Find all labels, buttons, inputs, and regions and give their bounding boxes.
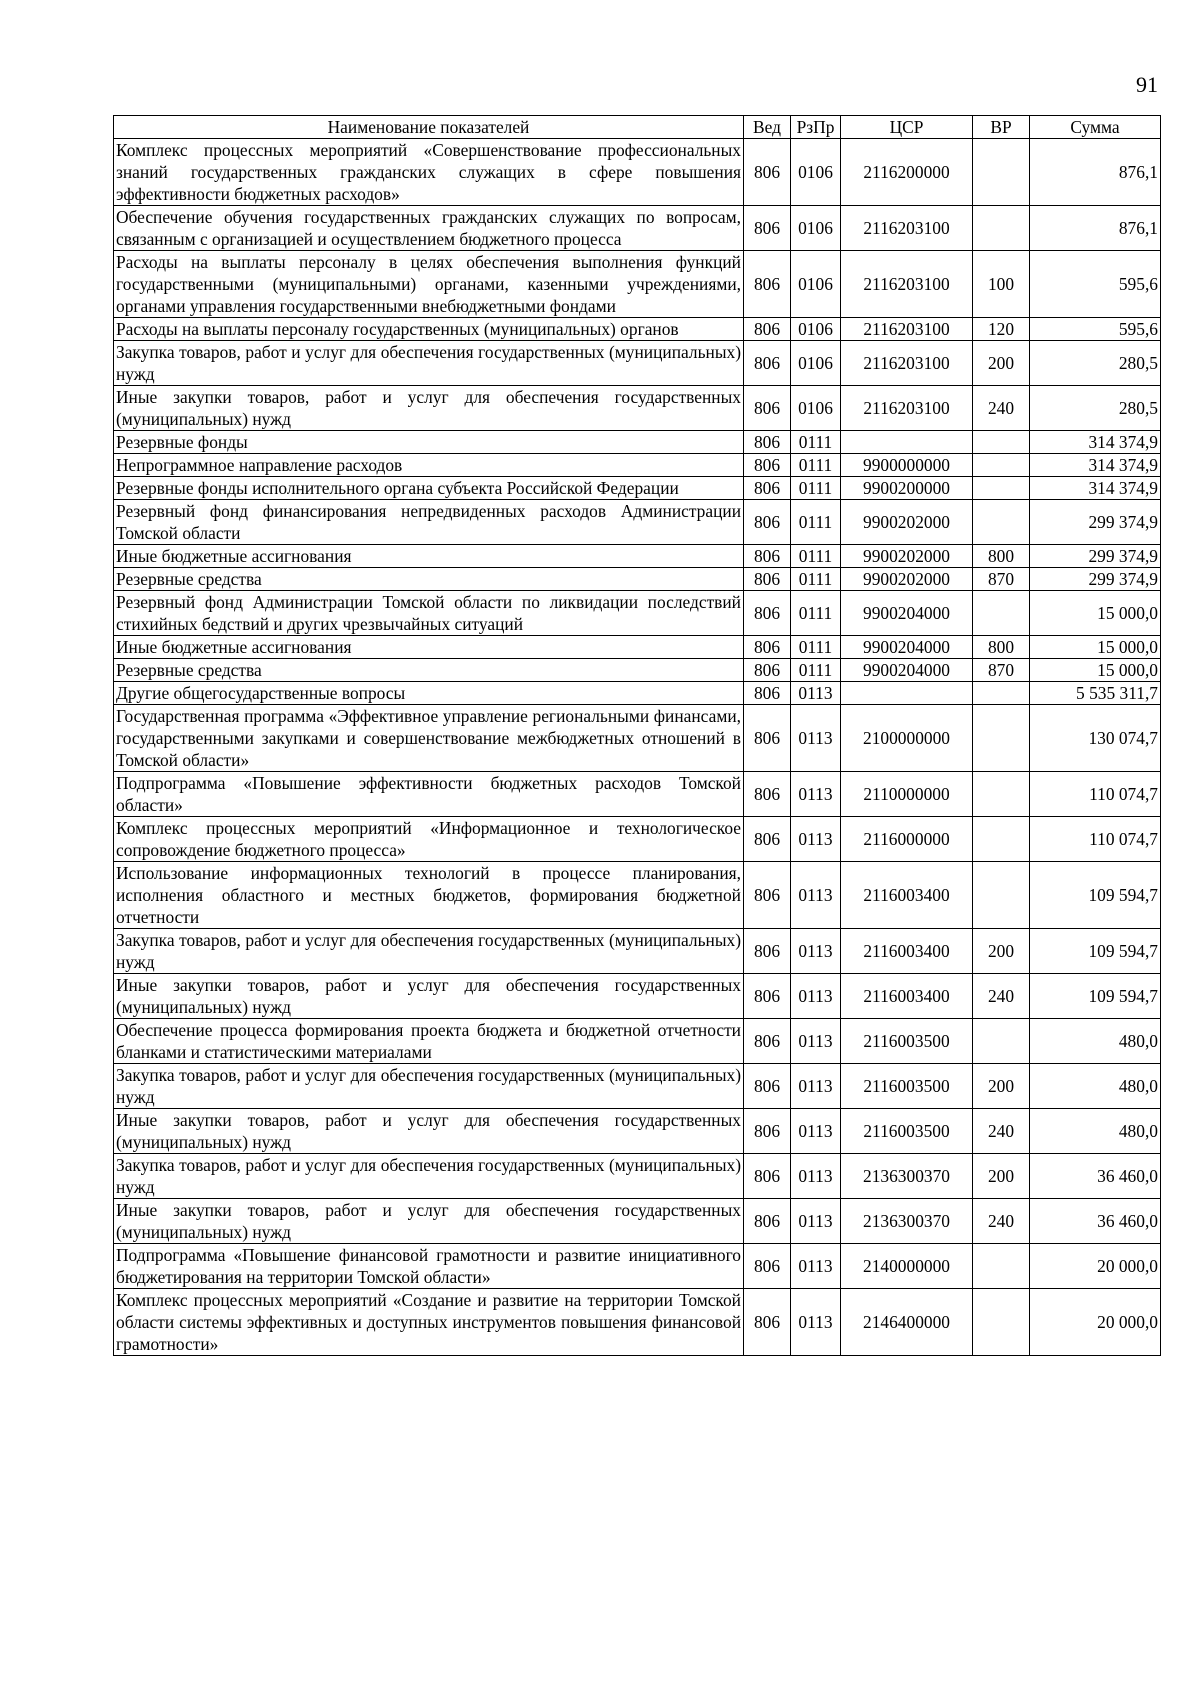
cell-rzpr: 0106 — [791, 139, 841, 206]
cell-vr: 800 — [973, 636, 1030, 659]
cell-sum: 480,0 — [1030, 1109, 1161, 1154]
cell-ved: 806 — [744, 545, 791, 568]
cell-rzpr: 0113 — [791, 1109, 841, 1154]
cell-vr — [973, 682, 1030, 705]
header-ved: Вед — [744, 116, 791, 139]
table-row — [114, 929, 1161, 974]
table-row — [114, 1244, 1161, 1289]
table-row — [114, 386, 1161, 431]
cell-sum: 5 535 311,7 — [1030, 682, 1161, 705]
cell-name: Обеспечение обучения государственных гражданских служащих по вопросам, связанным с организацией и осуществлением бюджетного процесса — [114, 206, 744, 251]
cell-csr: 9900000000 — [841, 454, 973, 477]
cell-vr: 100 — [973, 251, 1030, 318]
cell-ved: 806 — [744, 705, 791, 772]
cell-rzpr: 0113 — [791, 1289, 841, 1356]
cell-name: Иные закупки товаров, работ и услуг для обеспечения государственных (муниципальных) нужд — [114, 974, 744, 1019]
cell-name: Подпрограмма «Повышение эффективности бюджетных расходов Томской области» — [114, 772, 744, 817]
cell-csr: 2116203100 — [841, 318, 973, 341]
cell-rzpr: 0111 — [791, 454, 841, 477]
cell-name: Государственная программа «Эффективное управление региональными финансами, государственными закупками и совершенствование межбюджетных отношений в Томской области» — [114, 705, 744, 772]
cell-name: Иные бюджетные ассигнования — [114, 636, 744, 659]
cell-name: Иные закупки товаров, работ и услуг для обеспечения государственных (муниципальных) нужд — [114, 1109, 744, 1154]
cell-rzpr: 0111 — [791, 431, 841, 454]
cell-csr: 2116200000 — [841, 139, 973, 206]
cell-vr — [973, 772, 1030, 817]
cell-sum: 876,1 — [1030, 206, 1161, 251]
cell-ved: 806 — [744, 251, 791, 318]
cell-vr: 240 — [973, 386, 1030, 431]
budget-table — [113, 115, 1161, 1356]
cell-name: Иные бюджетные ассигнования — [114, 545, 744, 568]
cell-name: Закупка товаров, работ и услуг для обеспечения государственных (муниципальных) нужд — [114, 929, 744, 974]
cell-ved: 806 — [744, 1154, 791, 1199]
table-row — [114, 659, 1161, 682]
cell-vr: 200 — [973, 1154, 1030, 1199]
table-row — [114, 1064, 1161, 1109]
cell-vr — [973, 431, 1030, 454]
cell-rzpr: 0113 — [791, 1199, 841, 1244]
cell-sum: 15 000,0 — [1030, 659, 1161, 682]
cell-sum: 314 374,9 — [1030, 454, 1161, 477]
cell-sum: 15 000,0 — [1030, 636, 1161, 659]
cell-sum: 110 074,7 — [1030, 772, 1161, 817]
cell-rzpr: 0106 — [791, 386, 841, 431]
table-row — [114, 1019, 1161, 1064]
table-row — [114, 251, 1161, 318]
cell-vr — [973, 1019, 1030, 1064]
table-row — [114, 477, 1161, 500]
table-row — [114, 591, 1161, 636]
cell-ved: 806 — [744, 659, 791, 682]
cell-name: Подпрограмма «Повышение финансовой грамотности и развитие инициативного бюджетирования на территории Томской области» — [114, 1244, 744, 1289]
cell-ved: 806 — [744, 929, 791, 974]
cell-csr: 2100000000 — [841, 705, 973, 772]
table-row — [114, 500, 1161, 545]
cell-ved: 806 — [744, 206, 791, 251]
cell-sum: 110 074,7 — [1030, 817, 1161, 862]
cell-sum: 109 594,7 — [1030, 974, 1161, 1019]
table-row — [114, 431, 1161, 454]
cell-sum: 280,5 — [1030, 341, 1161, 386]
cell-name: Резервные средства — [114, 659, 744, 682]
cell-rzpr: 0106 — [791, 251, 841, 318]
table-row — [114, 682, 1161, 705]
cell-name: Использование информационных технологий в процессе планирования, исполнения областного и местных бюджетов, формирования бюджетной отчетности — [114, 862, 744, 929]
cell-rzpr: 0111 — [791, 659, 841, 682]
cell-name: Резервный фонд финансирования непредвиденных расходов Администрации Томской области — [114, 500, 744, 545]
cell-name: Иные закупки товаров, работ и услуг для обеспечения государственных (муниципальных) нужд — [114, 386, 744, 431]
cell-ved: 806 — [744, 591, 791, 636]
cell-vr — [973, 454, 1030, 477]
cell-rzpr: 0113 — [791, 682, 841, 705]
cell-csr: 2116003400 — [841, 862, 973, 929]
cell-sum: 109 594,7 — [1030, 929, 1161, 974]
cell-rzpr: 0106 — [791, 318, 841, 341]
cell-vr: 240 — [973, 974, 1030, 1019]
cell-csr: 2146400000 — [841, 1289, 973, 1356]
cell-name: Резервные средства — [114, 568, 744, 591]
cell-vr: 200 — [973, 1064, 1030, 1109]
cell-csr — [841, 682, 973, 705]
cell-csr: 2116003400 — [841, 974, 973, 1019]
cell-ved: 806 — [744, 636, 791, 659]
table-row — [114, 318, 1161, 341]
cell-ved: 806 — [744, 139, 791, 206]
cell-vr — [973, 817, 1030, 862]
cell-rzpr: 0111 — [791, 477, 841, 500]
cell-csr: 9900204000 — [841, 659, 973, 682]
cell-vr — [973, 206, 1030, 251]
table-row — [114, 545, 1161, 568]
cell-ved: 806 — [744, 1244, 791, 1289]
cell-rzpr: 0111 — [791, 545, 841, 568]
table-row — [114, 206, 1161, 251]
cell-vr: 200 — [973, 341, 1030, 386]
cell-ved: 806 — [744, 477, 791, 500]
cell-sum: 109 594,7 — [1030, 862, 1161, 929]
cell-rzpr: 0106 — [791, 206, 841, 251]
cell-csr: 2136300370 — [841, 1199, 973, 1244]
cell-ved: 806 — [744, 386, 791, 431]
cell-csr: 2116003500 — [841, 1109, 973, 1154]
header-row — [114, 116, 1161, 139]
cell-ved: 806 — [744, 772, 791, 817]
cell-vr — [973, 139, 1030, 206]
cell-name: Закупка товаров, работ и услуг для обеспечения государственных (муниципальных) нужд — [114, 341, 744, 386]
cell-sum: 876,1 — [1030, 139, 1161, 206]
cell-rzpr: 0113 — [791, 862, 841, 929]
cell-ved: 806 — [744, 431, 791, 454]
cell-csr: 9900202000 — [841, 500, 973, 545]
cell-ved: 806 — [744, 974, 791, 1019]
cell-rzpr: 0111 — [791, 568, 841, 591]
cell-csr: 2110000000 — [841, 772, 973, 817]
cell-csr: 2116203100 — [841, 251, 973, 318]
page-number: 91 — [1136, 72, 1158, 97]
table-body — [114, 139, 1161, 1356]
cell-sum: 314 374,9 — [1030, 477, 1161, 500]
cell-name: Расходы на выплаты персоналу государственных (муниципальных) органов — [114, 318, 744, 341]
cell-vr: 120 — [973, 318, 1030, 341]
table-row — [114, 974, 1161, 1019]
cell-name: Обеспечение процесса формирования проекта бюджета и бюджетной отчетности бланками и статистическими материалами — [114, 1019, 744, 1064]
table-row — [114, 705, 1161, 772]
cell-rzpr: 0111 — [791, 636, 841, 659]
cell-ved: 806 — [744, 1109, 791, 1154]
cell-csr: 2116003500 — [841, 1064, 973, 1109]
header-vr: ВР — [973, 116, 1030, 139]
cell-sum: 280,5 — [1030, 386, 1161, 431]
cell-csr: 9900204000 — [841, 636, 973, 659]
header-rzpr: РзПр — [791, 116, 841, 139]
cell-name: Резервные фонды — [114, 431, 744, 454]
table-row — [114, 636, 1161, 659]
cell-name: Комплекс процессных мероприятий «Создание и развитие на территории Томской области системы эффективных и доступных инструментов повышения финансовой грамотности» — [114, 1289, 744, 1356]
cell-rzpr: 0113 — [791, 929, 841, 974]
cell-ved: 806 — [744, 1064, 791, 1109]
table-row — [114, 1109, 1161, 1154]
cell-vr: 200 — [973, 929, 1030, 974]
table-row — [114, 862, 1161, 929]
cell-rzpr: 0111 — [791, 500, 841, 545]
cell-ved: 806 — [744, 862, 791, 929]
cell-ved: 806 — [744, 500, 791, 545]
cell-sum: 595,6 — [1030, 251, 1161, 318]
cell-ved: 806 — [744, 341, 791, 386]
cell-sum: 299 374,9 — [1030, 568, 1161, 591]
cell-csr — [841, 431, 973, 454]
cell-ved: 806 — [744, 568, 791, 591]
cell-vr — [973, 477, 1030, 500]
cell-sum: 15 000,0 — [1030, 591, 1161, 636]
cell-sum: 36 460,0 — [1030, 1154, 1161, 1199]
cell-sum: 299 374,9 — [1030, 500, 1161, 545]
cell-rzpr: 0113 — [791, 1019, 841, 1064]
table-row — [114, 772, 1161, 817]
table-row — [114, 1289, 1161, 1356]
cell-vr: 800 — [973, 545, 1030, 568]
cell-sum: 20 000,0 — [1030, 1244, 1161, 1289]
header-sum: Сумма — [1030, 116, 1161, 139]
cell-name: Комплекс процессных мероприятий «Совершенствование профессиональных знаний государственных гражданских служащих в сфере повышения эффективности бюджетных расходов» — [114, 139, 744, 206]
table-row — [114, 1154, 1161, 1199]
cell-vr: 240 — [973, 1109, 1030, 1154]
cell-rzpr: 0113 — [791, 817, 841, 862]
cell-rzpr: 0113 — [791, 1154, 841, 1199]
cell-rzpr: 0113 — [791, 1064, 841, 1109]
cell-vr — [973, 862, 1030, 929]
table-row — [114, 454, 1161, 477]
cell-ved: 806 — [744, 1289, 791, 1356]
cell-vr — [973, 500, 1030, 545]
cell-csr: 2116203100 — [841, 206, 973, 251]
cell-rzpr: 0113 — [791, 772, 841, 817]
cell-sum: 36 460,0 — [1030, 1199, 1161, 1244]
cell-vr: 870 — [973, 659, 1030, 682]
cell-csr: 2116203100 — [841, 341, 973, 386]
cell-name: Резервные фонды исполнительного органа субъекта Российской Федерации — [114, 477, 744, 500]
cell-ved: 806 — [744, 817, 791, 862]
cell-csr: 2116000000 — [841, 817, 973, 862]
header-name: Наименование показателей — [114, 116, 744, 139]
cell-csr: 9900204000 — [841, 591, 973, 636]
cell-rzpr: 0113 — [791, 1244, 841, 1289]
table-row — [114, 1199, 1161, 1244]
cell-name: Резервный фонд Администрации Томской области по ликвидации последствий стихийных бедствий и других чрезвычайных ситуаций — [114, 591, 744, 636]
cell-sum: 595,6 — [1030, 318, 1161, 341]
cell-ved: 806 — [744, 454, 791, 477]
cell-csr: 2116003500 — [841, 1019, 973, 1064]
cell-vr: 240 — [973, 1199, 1030, 1244]
cell-name: Иные закупки товаров, работ и услуг для обеспечения государственных (муниципальных) нужд — [114, 1199, 744, 1244]
cell-ved: 806 — [744, 1199, 791, 1244]
cell-sum: 130 074,7 — [1030, 705, 1161, 772]
table-row — [114, 568, 1161, 591]
cell-csr: 9900202000 — [841, 568, 973, 591]
table-header — [114, 116, 1161, 139]
cell-csr: 9900200000 — [841, 477, 973, 500]
cell-name: Закупка товаров, работ и услуг для обеспечения государственных (муниципальных) нужд — [114, 1064, 744, 1109]
cell-csr: 2140000000 — [841, 1244, 973, 1289]
cell-csr: 2136300370 — [841, 1154, 973, 1199]
cell-vr — [973, 591, 1030, 636]
cell-sum: 299 374,9 — [1030, 545, 1161, 568]
cell-vr: 870 — [973, 568, 1030, 591]
cell-rzpr: 0113 — [791, 974, 841, 1019]
cell-sum: 480,0 — [1030, 1064, 1161, 1109]
cell-rzpr: 0113 — [791, 705, 841, 772]
table-row — [114, 817, 1161, 862]
cell-name: Расходы на выплаты персоналу в целях обеспечения выполнения функций государственными (муниципальными) органами, казенными учреждениями, органами управления государственными внебюджетными фондами — [114, 251, 744, 318]
cell-name: Непрограммное направление расходов — [114, 454, 744, 477]
cell-vr — [973, 705, 1030, 772]
cell-sum: 314 374,9 — [1030, 431, 1161, 454]
cell-ved: 806 — [744, 318, 791, 341]
cell-ved: 806 — [744, 682, 791, 705]
cell-csr: 9900202000 — [841, 545, 973, 568]
cell-vr — [973, 1289, 1030, 1356]
cell-sum: 480,0 — [1030, 1019, 1161, 1064]
cell-vr — [973, 1244, 1030, 1289]
cell-csr: 2116203100 — [841, 386, 973, 431]
cell-sum: 20 000,0 — [1030, 1289, 1161, 1356]
table-row — [114, 341, 1161, 386]
table-row — [114, 139, 1161, 206]
cell-ved: 806 — [744, 1019, 791, 1064]
cell-rzpr: 0111 — [791, 591, 841, 636]
cell-name: Закупка товаров, работ и услуг для обеспечения государственных (муниципальных) нужд — [114, 1154, 744, 1199]
cell-rzpr: 0106 — [791, 341, 841, 386]
cell-name: Другие общегосударственные вопросы — [114, 682, 744, 705]
cell-name: Комплекс процессных мероприятий «Информационное и технологическое сопровождение бюджетного процесса» — [114, 817, 744, 862]
header-csr: ЦСР — [841, 116, 973, 139]
cell-csr: 2116003400 — [841, 929, 973, 974]
